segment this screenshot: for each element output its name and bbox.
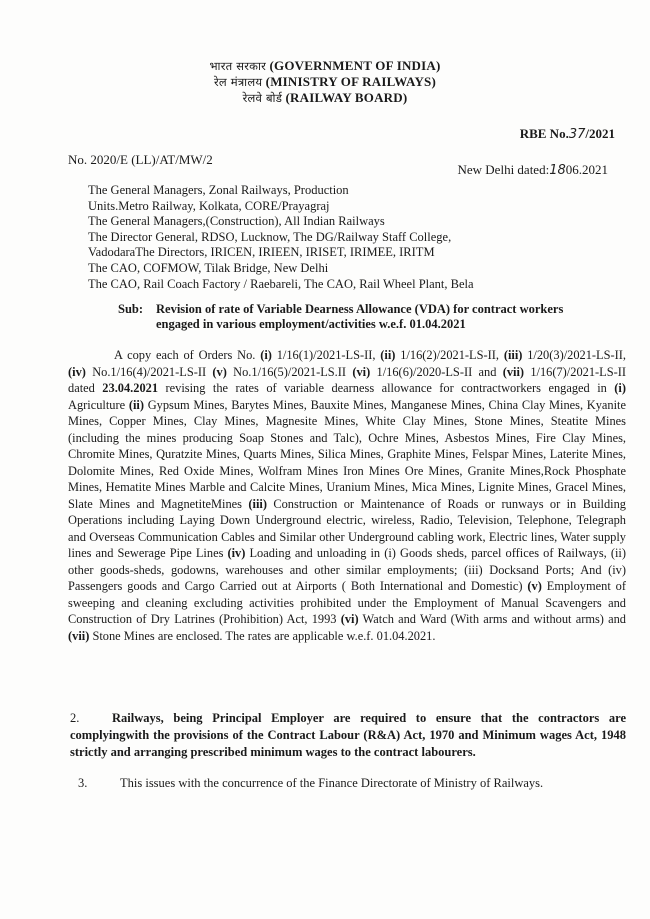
- paragraph-number: 3.: [78, 776, 88, 790]
- addressee-line: The Director General, RDSO, Lucknow, The DG/Railway Staff College,: [88, 229, 452, 244]
- subject-label: Sub:: [118, 302, 144, 316]
- letterhead-line-ministry: रेल मंत्रालय (MINISTRY OF RAILWAYS): [213, 74, 436, 89]
- paragraph-1: A copy each of Orders No. (i) 1/16(1)/2021-LS-II, (ii) 1/16(2)/2021-LS-II, (iii) 1/20(3)/2021-LS-II, (iv) No.1/16(4)/2021-LS-II (v) No.1/16(5)/2021-LS.II (vi) 1/16(6)/2020-LS-II and (vii) 1/16(7)/2021-LS-II dated 23.04.2021 revising the rates of variable dearness allowance for contractworkers engaged in (i) Agriculture (ii) Gypsum Mines, Barytes Mines, Bauxite Mines, Manganese Mines, China Clay Mines, Kyanite Mines, Copper Mines, Clay Mines, Magnesite Mines, White Clay Mines, Stone Mines, Steatite Mines (including the mines producing Soap Stones and Talc), Ochre Mines, Asbestos Mines, Fire Clay Mines, Chromite Mines, Quratzite Mines, Quarts Mines, Silica Mines, Graphite Mines, Felspar Mines, Laterite Mines, Dolomite Mines, Red Oxide Mines, Wolfram Mines Iron Mines Ore Mines, Granite Mines,Rock Phosphate Mines, Hematite Mines Marble and Calcite Mines, Uranium Mines, Mica Mines, Lignite Mines, Gracel Mines, Slate Mines and MagnetiteMines (iii) Construction or Maintenance of Roads or runways or in Building Operations including Laying Down Underground electric, wireless, Radio, Television, Telephone, Telegraph and Overseas Communication Cables and Similar other Underground cabling work, Electric lines, Water supply lines and Sewerage Pipe Lines (iv) Loading and unloading in (i) Goods sheds, parcel offices of Railways, (ii) other goods-sheds, godowns, warehouses and other similar employments; (iii) Docksand Ports; And (iv) Passengers goods and Cargo Carried out at Airports ( Both International and Domestic) (v) Employment of sweeping and cleaning excluding activities prohibited under the Employment of Manual Scavengers and Construction of Dry Latrines (Prohibition) Act, 1993 (vi) Watch and Ward (With arms and without arms) and (vii) Stone Mines are enclosed. The rates are applicable w.e.f. 01.04.2021.: [68, 348, 627, 643]
- paragraph-number: 2.: [70, 711, 80, 725]
- subject-line: [118, 302, 600, 332]
- paragraph-2: [70, 710, 626, 761]
- handwritten-rbe-number: 37: [568, 127, 586, 142]
- addressee-list: [88, 183, 474, 292]
- letterhead: [0, 58, 650, 106]
- file-number: No. 2020/E (LL)/AT/MW/2: [68, 152, 213, 167]
- addressee-line: The CAO, COFMOW, Tilak Bridge, New Delhi: [88, 260, 329, 275]
- addressee-line: The General Managers, Zonal Railways, Production: [88, 183, 349, 197]
- rbe-number: RBE No.37/2021: [519, 126, 615, 142]
- paragraph-3-text: This issues with the concurrence of the Finance Directorate of Ministry of Railways.: [120, 776, 544, 790]
- letterhead-line-board: रेलवे बोर्ड (RAILWAY BOARD): [242, 90, 408, 105]
- addressee-line: The General Managers,(Construction), All Indian Railways: [88, 214, 385, 229]
- handwritten-date-day: 18: [549, 163, 566, 178]
- paragraph-3: [78, 775, 618, 792]
- addressee-line: The CAO, Rail Coach Factory / Raebareli, The CAO, Rail Wheel Plant, Bela: [88, 276, 474, 291]
- addressee-line: Units.Metro Railway, Kolkata, CORE/Prayagraj: [88, 198, 330, 213]
- issue-date: New Delhi dated:1806.2021: [457, 162, 608, 178]
- letterhead-line-government: भारत सरकार (GOVERNMENT OF INDIA): [209, 58, 441, 73]
- paragraph-2-text: Railways, being Principal Employer are required to ensure that the contractors are complyingwith the provisions of the Contract Labour (R&A) Act, 1970 and Minimum wages Act, 1948 strictly and arranging prescribed minimum wages to the contract labourers.: [70, 711, 626, 759]
- addressee-line: VadodaraThe Directors, IRICEN, IRIEEN, IRISET, IRIMEE, IRITM: [88, 245, 435, 260]
- subject-text: Revision of rate of Variable Dearness Allowance (VDA) for contract workers engaged in various employment/activities w.e.f. 01.04.2021: [156, 302, 564, 331]
